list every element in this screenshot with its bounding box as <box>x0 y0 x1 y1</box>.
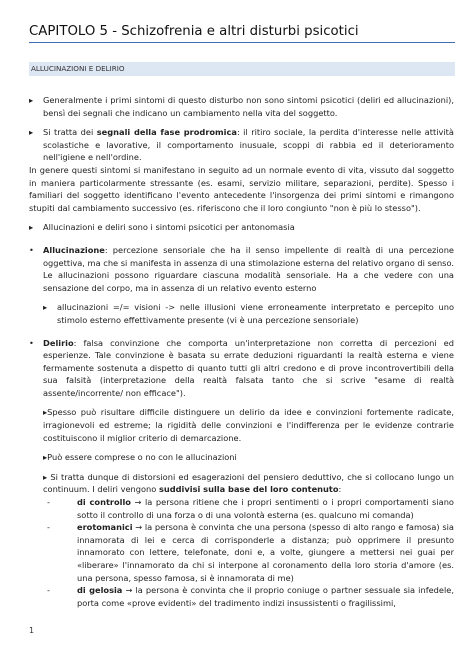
chapter-title: CAPITOLO 5 - Schizofrenia e altri disturbi psicotici <box>29 24 455 43</box>
dash-bullet-icon: - <box>47 522 50 533</box>
paragraph-prodromal <box>29 126 454 164</box>
bold-term: Delirio <box>43 337 74 348</box>
triangle-bullet-icon: ▸ <box>29 222 34 233</box>
paragraph-intro <box>29 94 454 119</box>
paragraph-text: Generalmente i primi sintomi di questo disturbo non sono sintomi psicotici (deliri ed allucinazioni), bensì dei segnali che indicano un cambiamento nella vita del soggetto. <box>43 95 454 118</box>
bold-term: suddivisi sulla base del loro contenuto <box>158 484 339 495</box>
bullet-dot-icon: • <box>29 337 34 348</box>
bold-term: di controllo <box>77 497 131 508</box>
paragraph-psychotic-symptoms <box>29 221 454 234</box>
paragraph-text: : falsa convinzione che comporta un'interpretazione non corretta di percezioni ed esperienze. Tale convinzione è basata su errate deduzioni riguardanti la realtà esterna e viene fermamente sostenuta a dispetto di quanto tutti gli altri credono e di prove incontrovertibili della sua falsità (interpretazione della realtà falsata tanto che si scrive "esame di realtà assente/incorrente/ non efficace"). <box>43 337 454 398</box>
triangle-bullet-icon: ▸ <box>43 302 48 313</box>
dash-item-controllo <box>29 496 454 521</box>
paragraph-text: → la persona ritiene che i propri sentimenti o i propri comportamenti siano sotto il controllo di una forza o di una volontà esterna (es. qualcuno mi comanda) <box>77 497 454 520</box>
sub-item-visioni <box>29 301 454 326</box>
paragraph-text: Si tratta dei <box>43 127 97 138</box>
dash-bullet-icon: - <box>47 585 50 596</box>
bold-term: di gelosia <box>77 585 123 596</box>
bold-term: segnali della fase prodromica <box>96 127 237 138</box>
section-header: ALLUCINAZIONI E DELIRIO <box>29 62 455 76</box>
paragraph-text: : <box>338 484 342 495</box>
document-body <box>29 94 454 609</box>
page-number: 1 <box>29 626 35 635</box>
paragraph-text: : il ritiro sociale, la perdita d'interesse nelle attività scolastiche e lavorative, il comportamento inusuale, scoppi di rabbia ed il deterioramento nell'igiene e nell'ordine. <box>43 127 454 163</box>
dash-item-gelosia <box>29 584 454 609</box>
paragraph-text: Allucinazioni e deliri sono i sintomi psicotici per antonomasia <box>43 222 295 233</box>
sub-item-allucinazioni: ▸Può essere comprese o no con le allucinazioni <box>43 452 237 463</box>
paragraph-text: allucinazioni =/= visioni -> nelle illusioni viene erroneamente interpretato e percepito uno stimolo esterno effettivamente presente (vi è una percezione sensoriale) <box>57 302 454 325</box>
list-item-allucinazione <box>29 244 454 294</box>
list-item-delirio <box>29 337 454 400</box>
dash-bullet-icon: - <box>47 497 50 508</box>
paragraph-text: ▸ Si tratta dunque di distorsioni ed esagerazioni del pensiero deduttivo, che si collocano lungo un continuum. I deliri vengono <box>43 471 454 495</box>
sub-item-continuum <box>29 471 454 496</box>
bullet-dot-icon: • <box>29 244 34 255</box>
paragraph-text: → la persona è convinta che una persona (spesso di alto rango e famosa) sia innamorata di lei e cerca di corrisponderle a distanza; può opprimere il presunto innamorato con lettere, telefonate, doni e, a volte, giungere a mettersi nei guai per «liberare» l'innamorato da chi si interpone al coronamento della loro storia d'amore (es. una persona, spesso famosa, si è innamorata di me) <box>77 522 454 583</box>
triangle-bullet-icon: ▸ <box>29 127 34 138</box>
paragraph-onset: In genere questi sintomi si manifestano in seguito ad un normale evento di vita, vissuto dal soggetto in maniera particolarmente stressante (es. esami, servizio militare, separazioni, perdite). Spesso i familiari del soggetto identificano l'evento antecedente l'insorgenza dei primi sintomi e rimangono stupiti dal cambiamento successivo (es. riferiscono che il loro congiunto "non è più lo stesso"). <box>29 164 454 213</box>
paragraph-text: : percezione sensoriale che ha il senso impellente di realtà di una percezione oggettiva, ma che si manifesta in assenza di una stimolazione esterna del relativo organo di senso. Le allucinazioni possono riguardare ciascuna modalità sensoriale. Ha a che vedere con una sensazione del corpo, ma in assenza di un relativo evento esterno <box>43 244 454 293</box>
dash-item-erotomanici <box>29 521 454 584</box>
sub-item-distinguere: ▸Spesso può risultare difficile distinguere un delirio da idee e convinzioni fortemente radicate, irragionevoli ed estreme; la rigidità delle convinzioni e l'indifferenza per le evidenze contrarie costituiscono il miglior criterio di demarcazione. <box>43 407 454 443</box>
bold-term: Allucinazione <box>43 244 105 255</box>
bold-term: erotomanici <box>77 522 133 533</box>
paragraph-text: → la persona è convinta che il proprio coniuge o partner sessuale sia infedele, porta come «prove evidenti» del tradimento indizi insussistenti o fragilissimi, <box>77 585 454 608</box>
triangle-bullet-icon: ▸ <box>29 95 34 105</box>
